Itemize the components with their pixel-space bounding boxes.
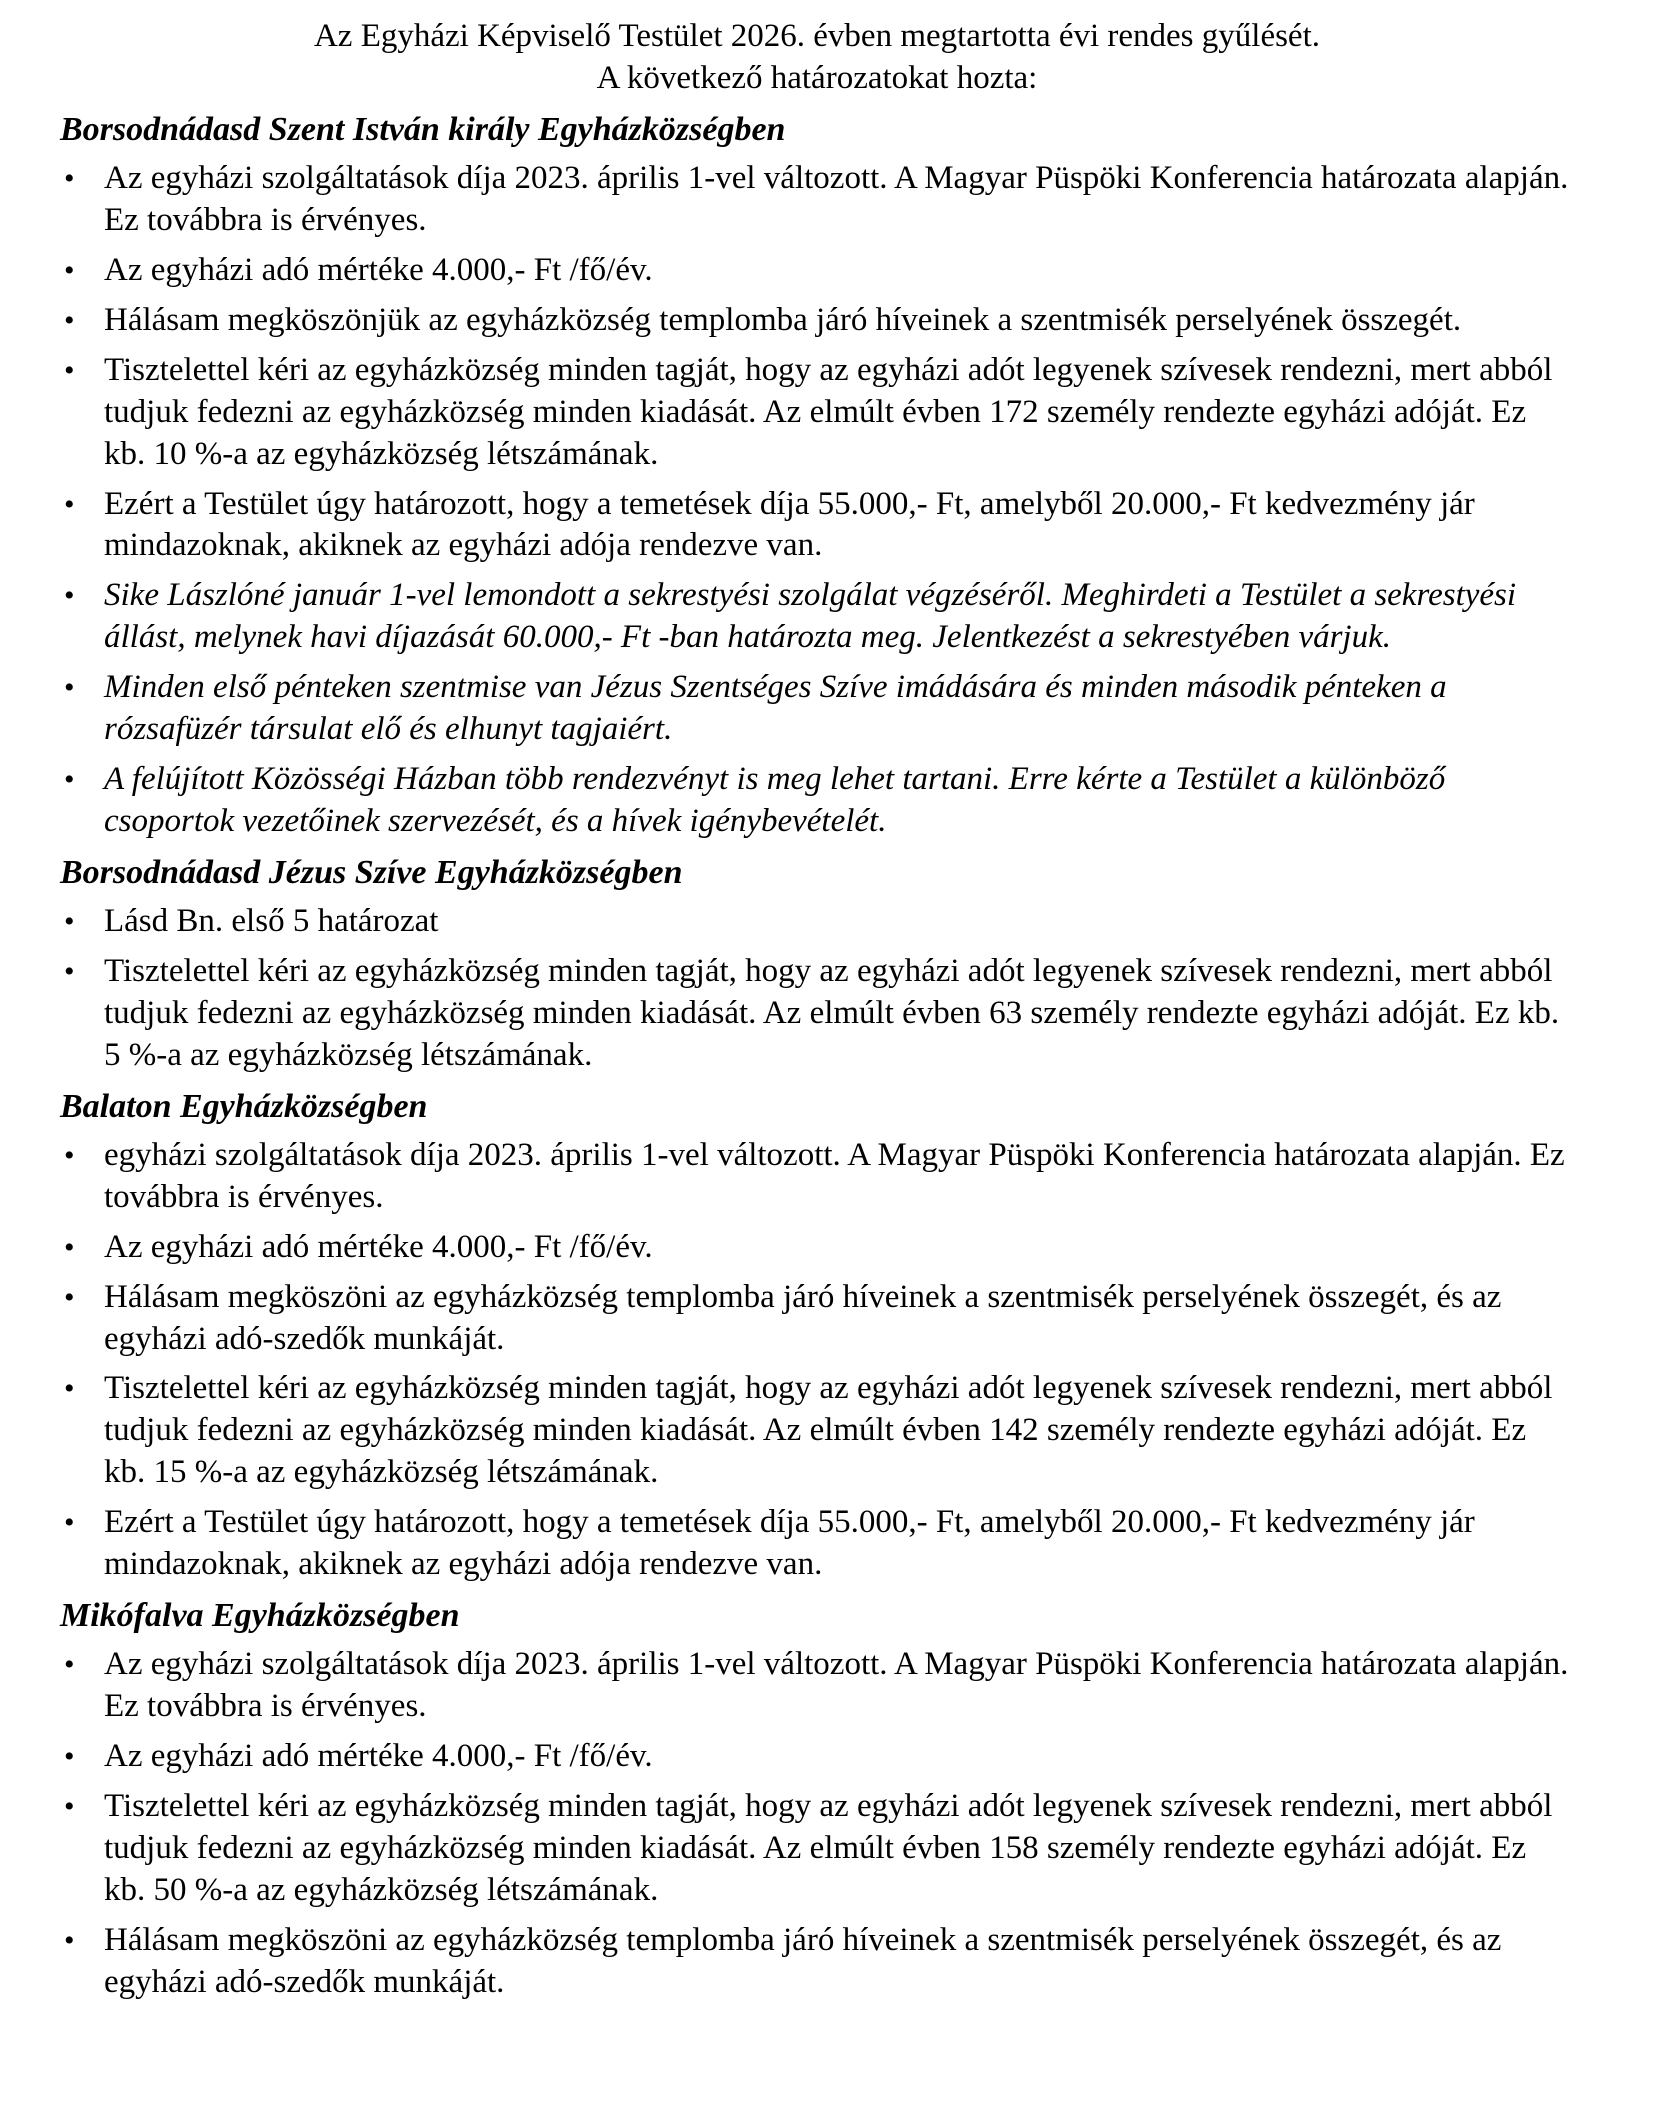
list-item	[60, 667, 1574, 751]
list-item	[60, 901, 1574, 943]
list-item-text: Tisztelettel kéri az egyházközség minden tagját, hogy az egyházi adót legyenek szívesek rendezni, mert abból tudjuk fedezni az egyházközség minden kiadását. Az elmúlt évben 172 személy rendezte egyházi adóját. Ez kb. 10 %-a az egyházközség létszámának.	[104, 351, 1553, 472]
list-item	[60, 484, 1574, 568]
bullet-icon: •	[64, 1789, 75, 1823]
bullet-icon: •	[64, 904, 75, 938]
bullet-icon: •	[64, 353, 75, 387]
list-item-text: Az egyházi adó mértéke 4.000,- Ft /fő/év.	[104, 1737, 653, 1774]
bullet-icon: •	[64, 253, 75, 287]
title-line-2: A következő határozatokat hozta:	[596, 59, 1038, 96]
list-item-text: Tisztelettel kéri az egyházközség minden tagját, hogy az egyházi adót legyenek szívesek rendezni, mert abból tudjuk fedezni az egyházközség minden kiadását. Az elmúlt évben 158 személy rendezte egyházi adóját. Ez kb. 50 %-a az egyházközség létszámának.	[104, 1787, 1553, 1908]
list-item-text: Minden első pénteken szentmise van Jézus Szentséges Szíve imádására és minden második pénteken a rózsafüzér társulat elő és elhunyt tagjaiért.	[104, 669, 1447, 748]
list-item	[60, 1277, 1574, 1361]
list-item	[60, 300, 1574, 342]
section-heading: Borsodnádasd Szent István király Egyházközségben	[60, 110, 786, 148]
bullet-icon: •	[64, 579, 75, 613]
list-item	[60, 1502, 1574, 1586]
list-item-text: Az egyházi szolgáltatások díja 2023. április 1-vel változott. A Magyar Püspöki Konferencia határozata alapján. Ez továbbra is érvényes.	[104, 1646, 1569, 1725]
list-item	[60, 1644, 1574, 1728]
list-item	[60, 1786, 1574, 1912]
section-heading: Mikófalva Egyházközségben	[60, 1596, 460, 1634]
list-item	[60, 1736, 1574, 1778]
bullet-icon: •	[64, 954, 75, 988]
bullet-icon: •	[64, 762, 75, 796]
list-item	[60, 759, 1574, 843]
bullet-icon: •	[64, 1506, 75, 1540]
document-title	[60, 16, 1574, 100]
list-item	[60, 575, 1574, 659]
list-item-text: Az egyházi adó mértéke 4.000,- Ft /fő/év.	[104, 1228, 653, 1265]
list-item-text: Sike Lászlóné január 1-vel lemondott a sekrestyési szolgálat végzéséről. Meghirdeti a Testület a sekrestyési állást, melynek havi díjazását 60.000,- Ft -ban határozta meg. Jelentkezést a sekrestyében várjuk.	[104, 577, 1517, 656]
bullet-list	[60, 158, 1574, 843]
bullet-icon: •	[64, 1739, 75, 1773]
bullet-list	[60, 1644, 1574, 2003]
bullet-icon: •	[64, 1138, 75, 1172]
bullet-icon: •	[64, 1280, 75, 1314]
list-item	[60, 1135, 1574, 1219]
list-item-text: Ezért a Testület úgy határozott, hogy a temetések díja 55.000,- Ft, amelyből 20.000,- Ft kedvezmény jár mindazoknak, akiknek az egyházi adója rendezve van.	[104, 485, 1475, 564]
list-item-text: Az egyházi adó mértéke 4.000,- Ft /fő/év.	[104, 251, 653, 288]
section-heading: Borsodnádasd Jézus Szíve Egyházközségben	[60, 853, 683, 891]
bullet-icon: •	[64, 1230, 75, 1264]
sections-container	[60, 108, 1574, 2004]
bullet-icon: •	[64, 1923, 75, 1957]
list-item-text: Az egyházi szolgáltatások díja 2023. április 1-vel változott. A Magyar Püspöki Konferencia határozata alapján. Ez továbbra is érvényes.	[104, 159, 1569, 238]
bullet-list	[60, 901, 1574, 1077]
list-item	[60, 951, 1574, 1077]
list-item-text: Hálásam megköszöni az egyházközség templomba járó híveinek a szentmisék perselyének összegét, és az egyházi adó-szedők munkáját.	[104, 1921, 1502, 2000]
list-item-text: Lásd Bn. első 5 határozat	[104, 902, 439, 939]
title-line-1: Az Egyházi Képviselő Testület 2026. évben megtartotta évi rendes gyűlését.	[313, 18, 1321, 54]
list-item-text: Tisztelettel kéri az egyházközség minden tagját, hogy az egyházi adót legyenek szívesek rendezni, mert abból tudjuk fedezni az egyházközség minden kiadását. Az elmúlt évben 142 személy rendezte egyházi adóját. Ez kb. 15 %-a az egyházközség létszámának.	[104, 1370, 1553, 1491]
list-item	[60, 158, 1574, 242]
bullet-icon: •	[64, 1648, 75, 1682]
bullet-icon: •	[64, 1372, 75, 1406]
bullet-icon: •	[64, 303, 75, 337]
bullet-icon: •	[64, 487, 75, 521]
list-item-text: Hálásam megköszönjük az egyházközség templomba járó híveinek a szentmisék perselyének összegét.	[104, 301, 1462, 338]
list-item-text: egyházi szolgáltatások díja 2023. április 1-vel változott. A Magyar Püspöki Konferencia határozata alapján. Ez továbbra is érvényes.	[104, 1136, 1565, 1215]
bullet-icon: •	[64, 161, 75, 195]
list-item-text: Hálásam megköszöni az egyházközség templomba járó híveinek a szentmisék perselyének összegét, és az egyházi adó-szedők munkáját.	[104, 1278, 1502, 1357]
list-item	[60, 1227, 1574, 1269]
list-item	[60, 250, 1574, 292]
list-item-text: Ezért a Testület úgy határozott, hogy a temetések díja 55.000,- Ft, amelyből 20.000,- Ft kedvezmény jár mindazoknak, akiknek az egyházi adója rendezve van.	[104, 1504, 1475, 1583]
section-heading: Balaton Egyházközségben	[60, 1087, 428, 1125]
list-item	[60, 1368, 1574, 1494]
bullet-icon: •	[64, 671, 75, 705]
bullet-list	[60, 1135, 1574, 1586]
list-item	[60, 350, 1574, 476]
list-item	[60, 1920, 1574, 2004]
list-item-text: Tisztelettel kéri az egyházközség minden tagját, hogy az egyházi adót legyenek szívesek rendezni, mert abból tudjuk fedezni az egyházközség minden kiadását. Az elmúlt évben 63 személy rendezte egyházi adóját. Ez kb. 5 %-a az egyházközség létszámának.	[104, 952, 1560, 1073]
list-item-text: A felújított Közösségi Házban több rendezvényt is meg lehet tartani. Erre kérte a Testület a különböző csoportok vezetőinek szervezését, és a hívek igénybevételét.	[104, 760, 1446, 839]
